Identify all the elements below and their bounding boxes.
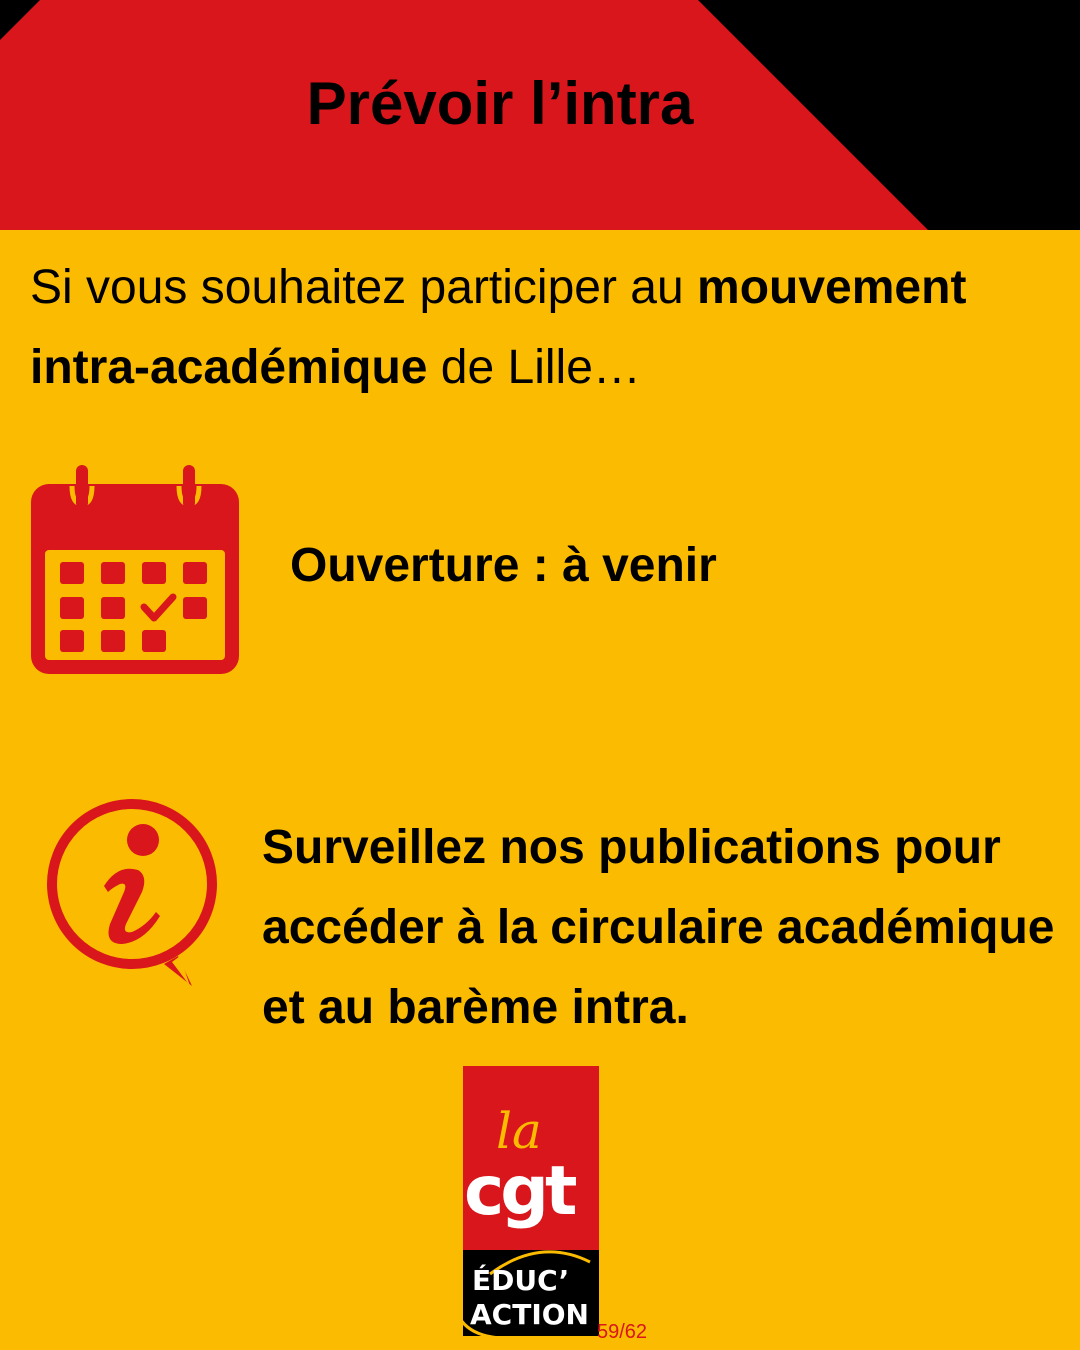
notice-text: Surveillez nos publications pour accéder à la circulaire académique et au barème intra. (262, 821, 1055, 1034)
opening-status: Ouverture : à venir (290, 539, 717, 592)
intro-text-part2: de Lille… (427, 341, 641, 394)
cgt-educ-action-logo (450, 1062, 620, 1349)
intro-text-bold: mouvement intra-académique (30, 261, 967, 394)
logo-text-action: ACTION (470, 1298, 589, 1331)
logo-text-educ: ÉDUC’ (472, 1264, 570, 1297)
intro-text-part1: Si vous souhaitez participer au (30, 261, 698, 314)
logo-text-la: la (496, 1102, 542, 1160)
logo-text-cgt: cgt (464, 1152, 574, 1231)
calendar-check-icon (28, 462, 242, 683)
intro-text (30, 248, 1060, 408)
page-title: Prévoir l’intra (306, 70, 694, 137)
page-number: 59/62 (597, 1321, 648, 1343)
info-speech-bubble-icon (40, 792, 236, 1001)
header-banner (0, 0, 1080, 230)
